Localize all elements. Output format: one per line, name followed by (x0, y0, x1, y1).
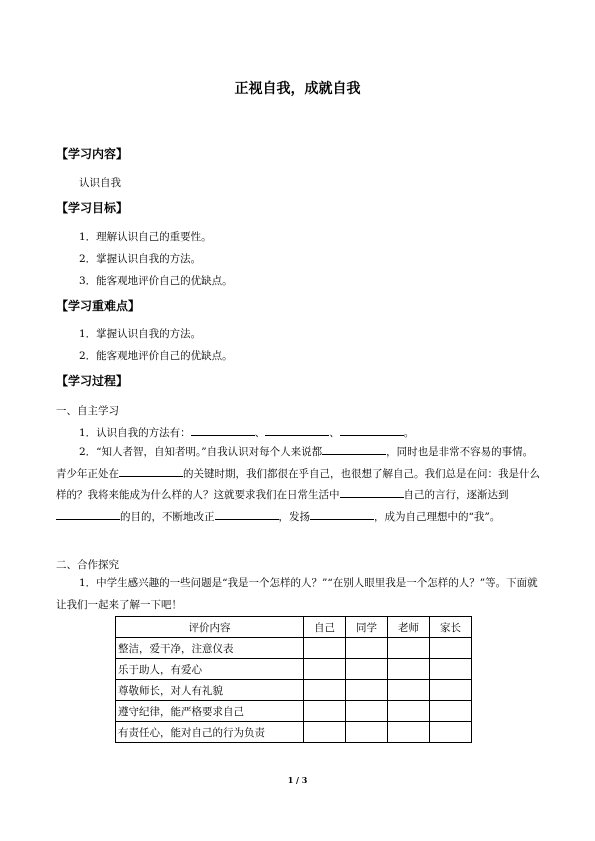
row-label: 遵守纪律，能严格要求自己 (116, 701, 304, 722)
cell-self[interactable] (304, 680, 346, 701)
blank-4[interactable] (322, 443, 386, 455)
keypoint-item-2: 2．能客观地评价自己的优缺点。 (79, 350, 233, 362)
table-row (116, 638, 472, 659)
cell-self[interactable] (304, 638, 346, 659)
q2-d: 自己的言行，逐渐达到 (403, 489, 509, 501)
header-classmate: 同学 (346, 617, 388, 638)
blank-3[interactable] (340, 424, 404, 436)
cell-classmate[interactable] (346, 680, 388, 701)
cell-teacher[interactable] (388, 722, 430, 743)
blank-7[interactable] (56, 508, 120, 520)
row-label: 乐于助人，有爱心 (116, 659, 304, 680)
table-row (116, 701, 472, 722)
header-parent: 家长 (430, 617, 472, 638)
evaluation-table (115, 616, 472, 743)
cell-teacher[interactable] (388, 680, 430, 701)
part1-title: 一、自主学习 (56, 405, 119, 417)
cell-classmate[interactable] (346, 701, 388, 722)
cell-classmate[interactable] (346, 638, 388, 659)
table-header-row (116, 617, 472, 638)
q1-end: 。 (403, 427, 415, 439)
cell-classmate[interactable] (346, 722, 388, 743)
q1-prefix: 1．认识自我的方法有： (79, 427, 191, 439)
content-text: 认识自我 (79, 177, 121, 189)
header-teacher: 老师 (388, 617, 430, 638)
table-row (116, 680, 472, 701)
header-self: 自己 (304, 617, 346, 638)
cell-self[interactable] (304, 701, 346, 722)
cell-self[interactable] (304, 722, 346, 743)
blank-9[interactable] (310, 508, 374, 520)
cell-parent[interactable] (430, 659, 472, 680)
header-content: 评价内容 (116, 617, 304, 638)
blank-8[interactable] (215, 508, 279, 520)
cell-classmate[interactable] (346, 659, 388, 680)
part2-title: 二、合作探究 (56, 559, 119, 571)
blank-1[interactable] (191, 424, 255, 436)
q2-c: 的关键时期，我们都很在乎自己，也很想了解自己。我们总是在问：我是什么样的？我将来能成为什么样的人？这就要求我们在日常生活中 (56, 467, 540, 501)
cell-teacher[interactable] (388, 701, 430, 722)
cell-parent[interactable] (430, 638, 472, 659)
q2-b: ，同时也是非常不容易的事情。青少年正处在 (56, 446, 534, 480)
goal-item-3: 3．能客观地评价自己的优缺点。 (79, 275, 233, 287)
cell-parent[interactable] (430, 722, 472, 743)
heading-goals: 【学习目标】 (56, 201, 129, 215)
blank-5[interactable] (119, 465, 183, 477)
part2-q1: 1．中学生感兴趣的一些问题是“我是一个怎样的人？”“在别人眼里我是一个怎样的人？”等。下面就让我们一起来了解一下吧！ (56, 577, 538, 611)
cell-self[interactable] (304, 659, 346, 680)
table-row (116, 722, 472, 743)
cell-parent[interactable] (430, 701, 472, 722)
q1-sep1: 、 (254, 427, 266, 439)
goal-item-1: 1．理解认识自己的重要性。 (79, 231, 212, 243)
blank-2[interactable] (265, 424, 329, 436)
q1-sep2: 、 (329, 427, 340, 439)
heading-keypoints: 【学习重难点】 (56, 299, 141, 313)
table-row (116, 659, 472, 680)
row-label: 尊敬师长，对人有礼貌 (116, 680, 304, 701)
row-label: 有责任心，能对自己的行为负责 (116, 722, 304, 743)
cell-parent[interactable] (430, 680, 472, 701)
part1-q2 (56, 442, 541, 528)
page-number: 1 / 3 (287, 775, 308, 785)
heading-process: 【学习过程】 (56, 374, 129, 388)
q2-g: ，成为自己理想中的“我”。 (374, 510, 501, 523)
cell-teacher[interactable] (388, 659, 430, 680)
page-title: 正视自我，成就自我 (234, 81, 361, 97)
cell-teacher[interactable] (388, 638, 430, 659)
blank-6[interactable] (340, 486, 404, 498)
row-label: 整洁，爱干净，注意仪表 (116, 638, 304, 659)
q2-f: ，发扬 (278, 510, 310, 523)
q2-a: 2．“知人者智，自知者明。”自我认识对每个人来说都 (79, 446, 323, 458)
part1-q1 (79, 424, 414, 440)
keypoint-item-1: 1．掌握认识自我的方法。 (79, 328, 202, 340)
q2-e: 的目的，不断地改正 (120, 510, 215, 523)
goal-item-2: 2．掌握认识自我的方法。 (79, 253, 202, 265)
heading-content: 【学习内容】 (56, 147, 129, 161)
